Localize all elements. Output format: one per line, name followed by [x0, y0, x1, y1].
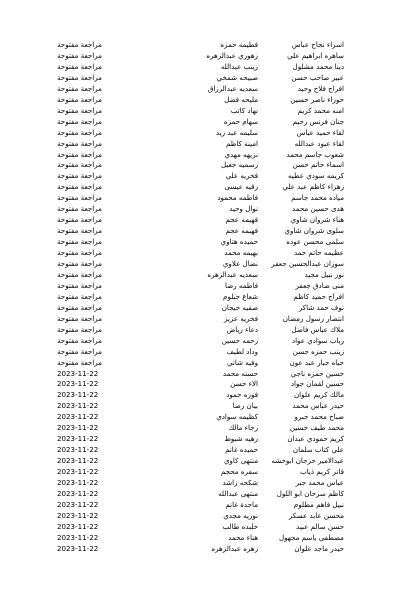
- list-row: [0, 445, 400, 456]
- list-row: [0, 303, 400, 314]
- review-status: مراجعة مفتوحة: [57, 346, 102, 356]
- person-name: افراح حميد كاظم: [293, 291, 344, 301]
- person-name: زينب حمزه حسن: [292, 346, 344, 356]
- mother-name: منتهى كاوي: [223, 456, 258, 466]
- person-name: قاتر كريم ذياب: [300, 467, 344, 477]
- person-name: محمد طيف حسين: [289, 423, 344, 433]
- review-status: مراجعة مفتوحة: [57, 138, 102, 148]
- list-row: [0, 73, 400, 84]
- mother-name: ماجدة غانم: [225, 499, 258, 509]
- person-name: محسن عابد عسكر: [288, 510, 344, 520]
- person-name: انتصار رسول رمضان: [282, 313, 344, 323]
- list-row: [0, 62, 400, 73]
- person-name: نبيل فاهم مطلوم: [293, 499, 344, 509]
- list-row: [0, 511, 400, 522]
- review-status: مراجعة مفتوحة: [57, 313, 102, 323]
- list-row: [0, 412, 400, 423]
- mother-name: بهيمه محمد: [224, 248, 258, 258]
- review-date: 2023-11-22: [57, 423, 99, 433]
- mother-name: فهيمه عجم: [225, 215, 258, 225]
- mother-name: فاطمه محمود: [217, 193, 258, 203]
- person-name: كريمه سودي عطيه: [288, 171, 344, 181]
- review-status: مراجعة مفتوحة: [57, 302, 102, 312]
- list-row: [0, 226, 400, 237]
- mother-name: زهره عبدالزهره: [211, 543, 258, 553]
- mother-name: فخريه علي: [225, 171, 258, 181]
- review-status: مراجعة مفتوحة: [57, 127, 102, 137]
- list-row: [0, 292, 400, 303]
- person-name: مالك كريم علوان: [293, 390, 344, 400]
- list-row: [0, 522, 400, 533]
- person-name: حوراء ناصر حسين: [290, 94, 344, 104]
- mother-name: نضال علاوي: [222, 259, 258, 268]
- list-row: [0, 401, 400, 412]
- review-status: مراجعة مفتوحة: [57, 259, 102, 268]
- review-status: مراجعة مفتوحة: [57, 237, 102, 247]
- review-date: 2023-11-22: [57, 467, 99, 477]
- person-name: ساهره ابراهيم علي: [287, 50, 344, 60]
- review-date: 2023-11-22: [57, 478, 99, 487]
- person-name: حسن سالم عبيد: [296, 521, 344, 531]
- review-status: مراجعة مفتوحة: [57, 40, 102, 49]
- list-row: [0, 390, 400, 401]
- mother-name: وداد لطيف: [226, 346, 258, 356]
- list-row: [0, 215, 400, 226]
- mother-name: نزيهه مهدي: [224, 149, 258, 159]
- review-status: مراجعة مفتوحة: [57, 280, 102, 290]
- list-row: [0, 237, 400, 248]
- list-row: [0, 193, 400, 204]
- list-row: [0, 434, 400, 445]
- mother-name: سعديه عبدالرزاق: [207, 83, 258, 93]
- person-name: دينا محمد مشلول: [292, 61, 344, 71]
- person-name: هدى حسين محمد: [292, 204, 344, 214]
- review-status: مراجعة مفتوحة: [57, 335, 102, 345]
- person-name: نوف حمد شاكر: [298, 302, 344, 312]
- mother-name: صبيحه شمخي: [216, 72, 258, 82]
- mother-name: فطيمه حمزه: [220, 40, 258, 49]
- review-status: مراجعة مفتوحة: [57, 149, 102, 159]
- review-date: 2023-11-22: [57, 543, 99, 553]
- person-name: حيدر عباس محمد: [292, 401, 344, 411]
- list-row: [0, 128, 400, 139]
- review-date: 2023-11-22: [57, 379, 99, 389]
- person-name: عباس محمد جبر: [295, 478, 344, 487]
- review-status: مراجعة مفتوحة: [57, 83, 102, 93]
- review-date: 2023-11-22: [57, 390, 99, 400]
- mother-name: حسنه محمد: [222, 368, 258, 378]
- review-status: مراجعة مفتوحة: [57, 94, 102, 104]
- person-name: ملاك عباس فاضل: [291, 324, 344, 334]
- review-status: مراجعة مفتوحة: [57, 226, 102, 236]
- list-row: [0, 369, 400, 380]
- person-name: زهراء كاظم عبد علي: [282, 182, 344, 192]
- review-status: مراجعة مفتوحة: [57, 248, 102, 258]
- person-name: مياده محمد جاسم: [291, 193, 344, 203]
- person-name: علي كتاب سلمان: [292, 445, 344, 455]
- review-date: 2023-11-22: [57, 532, 99, 542]
- list-row: [0, 51, 400, 62]
- list-row: [0, 358, 400, 369]
- list-row: [0, 106, 400, 117]
- list-row: [0, 456, 400, 467]
- mother-name: رجاء مالك: [228, 423, 258, 433]
- person-name: لقاء عبود عبدالله: [294, 138, 344, 148]
- review-date: 2023-11-22: [57, 521, 99, 531]
- list-row: [0, 150, 400, 161]
- review-status: مراجعة مفتوحة: [57, 160, 102, 170]
- person-name: سلمى محسن عوده: [286, 237, 344, 247]
- list-row: [0, 544, 400, 555]
- person-name: حسين حمزه ناجي: [290, 368, 344, 378]
- person-name: حياه جبار عبد عون: [289, 357, 344, 367]
- mother-name: حميده غانم: [225, 445, 258, 455]
- review-status: مراجعة مفتوحة: [57, 269, 102, 279]
- mother-name: الاء حسن: [230, 379, 258, 389]
- person-name: امنه محمد كريم: [297, 105, 344, 115]
- person-name: اسراء نجاح عباس: [291, 40, 344, 49]
- review-status: مراجعة مفتوحة: [57, 116, 102, 126]
- mother-name: مليحه فضل: [224, 94, 258, 104]
- person-name: عظيمه حاتم حمد: [293, 248, 344, 258]
- review-status: مراجعة مفتوحة: [57, 61, 102, 71]
- review-date: 2023-11-22: [57, 456, 99, 466]
- person-name: كريم حمودي عبدان: [287, 434, 344, 444]
- list-row: [0, 500, 400, 511]
- review-status: مراجعة مفتوحة: [57, 171, 102, 181]
- review-status: مراجعة مفتوحة: [57, 72, 102, 82]
- review-status: مراجعة مفتوحة: [57, 324, 102, 334]
- person-name: حسين لقمان جواد: [290, 379, 344, 389]
- list-row: [0, 423, 400, 434]
- mother-name: شعاع جبلوم: [223, 291, 258, 301]
- mother-name: نوريه مجدي: [223, 510, 258, 520]
- review-date: 2023-11-22: [57, 401, 99, 411]
- list-row: [0, 270, 400, 281]
- list-row: [0, 478, 400, 489]
- mother-name: رهيه شبوط: [224, 434, 258, 444]
- mother-name: صفيه جيجان: [221, 302, 258, 312]
- list-row: [0, 139, 400, 150]
- person-name: عبدالامير حزجان ابوخشه: [271, 456, 344, 466]
- person-name: جنان فرنس رحيم: [292, 116, 344, 126]
- person-name: منى صادق جعفر: [295, 280, 344, 290]
- review-date: 2023-11-22: [57, 368, 99, 378]
- list-row: [0, 489, 400, 500]
- list-row: [0, 325, 400, 336]
- review-status: مراجعة مفتوحة: [57, 50, 102, 60]
- mother-name: دعاء رياض: [226, 324, 258, 334]
- list-row: [0, 281, 400, 292]
- person-name: اسماء حاتم حسن: [292, 160, 344, 170]
- list-row: [0, 171, 400, 182]
- review-date: 2023-11-22: [57, 510, 99, 520]
- person-name: سلوى شروان شاوي: [284, 226, 344, 236]
- review-status: مراجعة مفتوحة: [57, 357, 102, 367]
- person-name: صباح محمد جبرو: [294, 412, 344, 422]
- person-name: هناء شروان شاوي: [290, 215, 344, 225]
- list-row: [0, 314, 400, 325]
- mother-name: فخريه عزيز: [224, 313, 258, 323]
- list-row: [0, 248, 400, 259]
- person-name: نور نبيل مجيد: [304, 269, 344, 279]
- mother-name: زينب عبدالله: [220, 61, 258, 71]
- list-row: [0, 182, 400, 193]
- review-status: مراجعة مفتوحة: [57, 291, 102, 301]
- mother-name: منتهى عبدالله: [218, 488, 258, 498]
- mother-name: نوال وحيد: [229, 204, 258, 214]
- mother-name: فوزه حمود: [226, 390, 258, 400]
- list-row: [0, 379, 400, 390]
- mother-name: هناء محمد: [228, 532, 258, 542]
- review-status: مراجعة مفتوحة: [57, 182, 102, 192]
- person-name: سوزان عبدالحسين جعفر: [271, 259, 344, 268]
- person-name: عبير صاحب حسن: [291, 72, 344, 82]
- mother-name: رقيه عيسى: [224, 182, 258, 192]
- mother-name: كظيمه سوادي: [216, 412, 258, 422]
- list-row: [0, 336, 400, 347]
- review-date: 2023-11-22: [57, 434, 99, 444]
- mother-name: بيان رضا: [232, 401, 258, 411]
- mother-name: فهيمه عجم: [225, 226, 258, 236]
- list-row: [0, 204, 400, 215]
- list-row: [0, 160, 400, 171]
- person-name: افراح فلاح وحيد: [297, 83, 344, 93]
- list-row: [0, 347, 400, 358]
- list-row: [0, 117, 400, 128]
- review-status: مراجعة مفتوحة: [57, 204, 102, 214]
- review-status: مراجعة مفتوحة: [57, 193, 102, 203]
- review-date: 2023-11-22: [57, 412, 99, 422]
- person-name: لقاء حميد عباس: [296, 127, 344, 137]
- person-name: حيدر ماجد علوان: [294, 543, 344, 553]
- list-row: [0, 259, 400, 270]
- mother-name: خلبده طالب: [222, 521, 258, 531]
- list-row: [0, 40, 400, 51]
- list-row: [0, 95, 400, 106]
- list-row: [0, 84, 400, 95]
- review-status: مراجعة مفتوحة: [57, 105, 102, 115]
- person-name: كاظم سرحان ابو اللول: [276, 488, 344, 498]
- list-row: [0, 467, 400, 478]
- mother-name: سعديه عبدالزهره: [207, 269, 258, 279]
- mother-name: سليمه عبد زيد: [215, 127, 258, 137]
- mother-name: زهوري عبدالزهره: [206, 50, 258, 60]
- mother-name: نهاد كاتب: [230, 105, 258, 115]
- mother-name: وفيه شاتي: [226, 357, 258, 367]
- mother-name: امينه كاظم: [225, 138, 258, 148]
- mother-name: فاطمه رضا: [225, 280, 258, 290]
- person-name: رباب سوادي عواد: [291, 335, 344, 345]
- person-name: مصطفى باسم مجهول: [278, 532, 344, 542]
- review-date: 2023-11-22: [57, 445, 99, 455]
- review-status: مراجعة مفتوحة: [57, 215, 102, 225]
- mother-name: رحمه حسين: [221, 335, 258, 345]
- mother-name: حميده هتاوي: [220, 237, 258, 247]
- person-name: شعوب جاسم محمد: [286, 149, 344, 159]
- mother-name: سفره محجم: [220, 467, 258, 477]
- review-date: 2023-11-22: [57, 488, 99, 498]
- mother-name: سهام حمزه: [223, 116, 258, 126]
- mother-name: رسميه جغيل: [221, 160, 258, 170]
- list-row: [0, 533, 400, 544]
- mother-name: شكحه زاشد: [222, 478, 258, 487]
- review-date: 2023-11-22: [57, 499, 99, 509]
